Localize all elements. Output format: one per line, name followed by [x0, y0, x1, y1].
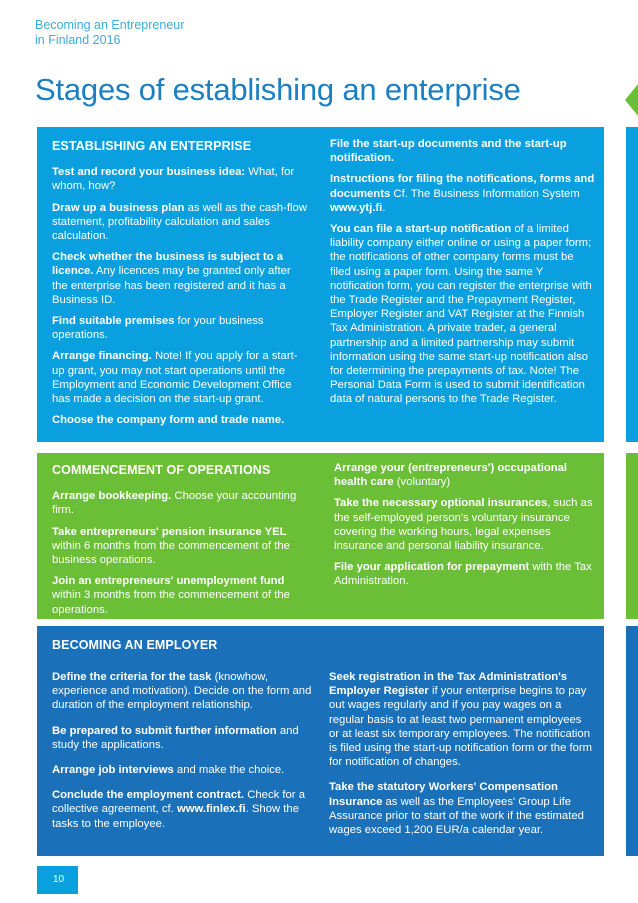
- paragraph: Seek registration in the Tax Administration's Employer Register if your enterprise begins to pay out wages regularly and if you pay wages on a regular basis to at least two permanent employees or at least six temporary employees. The notification is filed using the start-up notification form or the form for notification of changes.: [329, 671, 593, 769]
- paragraph: Arrange job interviews and make the choice.: [52, 764, 285, 777]
- paragraph: Join an entrepreneurs' unemployment fund within 3 months from the commencement of the operations.: [52, 575, 290, 616]
- page-title: Stages of establishing an enterprise: [35, 72, 521, 107]
- paragraph: Test and record your business idea: What, for whom, how?: [52, 166, 295, 193]
- header-line-1: Becoming an Entrepreneur: [35, 18, 185, 32]
- paragraph: Be prepared to submit further information and study the applications.: [52, 724, 299, 751]
- paragraph: File the start-up documents and the start-up notification.: [330, 138, 567, 165]
- commencement-right-column: [334, 461, 599, 596]
- paragraph: Take the statutory Workers' Compensation Insurance as well as the Employees' Group Life Assurance prior to start of the work if the estimated wages exceed 1,200 EUR/a calendar year.: [329, 781, 584, 837]
- paragraph: You can file a start-up notification of a limited liability company either online or using a paper form; the notifications of other company forms must be filed using a paper form. Using the same Y notification form, you can register the enterprise with the Trade Register and the Prepayment Register, Employer Register and VAT Register at the Finnish Tax Administration. A private trader, a general partnership and a limited partnership may submit information using the same start-up notification also for determining the prepayments of tax. Note! The Personal Data Form is used to submit identification data of natural persons to the Trade Register.: [330, 223, 592, 406]
- establishing-right-column: [330, 137, 595, 414]
- header-line-2: in Finland 2016: [35, 33, 121, 47]
- paragraph: Arrange your (entrepreneurs') occupational health care (voluntary): [334, 462, 568, 489]
- paragraph: Define the criteria for the task (knowhow, experience and motivation). Decide on the form and duration of the employment relationship.: [52, 671, 312, 712]
- paragraph: Instructions for filing the notifications, forms and documents Cf. The Business Information System www.ytj.fi.: [330, 173, 595, 214]
- paragraph: Check whether the business is subject to a licence. Any licences may be granted only after the enterprise has been registered and it has a Business ID.: [52, 251, 291, 306]
- employer-section: [37, 626, 604, 856]
- paragraph: Conclude the employment contract. Check for a collective agreement, cf. www.finlex.fi. Show the tasks to the employee.: [52, 789, 305, 830]
- paragraph: File your application for prepayment with the Tax Administration.: [334, 561, 592, 588]
- paragraph: Choose the company form and trade name.: [52, 414, 285, 427]
- paragraph: Find suitable premises for your business operations.: [52, 315, 264, 342]
- establishing-section: [37, 127, 604, 442]
- finlex-link[interactable]: www.finlex.fi: [176, 803, 246, 816]
- paragraph: Arrange bookkeeping. Choose your accounting firm.: [52, 490, 297, 517]
- paragraph: Arrange financing. Note! If you apply for a start-up grant, you may not start operations until the Employment and Economic Development Office has made a decision on the start-up grant.: [52, 350, 298, 406]
- paragraph: Take the necessary optional insurances, such as the self-employed person's voluntary insurance covering the working hours, legal expenses insurance and personal liability insurance.: [334, 497, 593, 553]
- page-number-divider: [78, 866, 81, 894]
- side-decoration: [626, 127, 638, 442]
- corner-decoration: [622, 84, 638, 116]
- ytj-link[interactable]: www.ytj.fi: [330, 201, 383, 214]
- paragraph: Draw up a business plan as well as the cash-flow statement, profitability calculation and sales calculation.: [52, 201, 307, 243]
- commencement-left-column: [52, 463, 308, 624]
- employer-right-column: [329, 670, 594, 848]
- page-number: 10: [37, 866, 80, 894]
- section-heading: ESTABLISHING AN ENTERPRISE: [52, 139, 252, 153]
- side-decoration: [626, 626, 638, 856]
- document-header: [35, 18, 184, 48]
- commencement-section: [37, 453, 604, 619]
- side-decoration: [626, 453, 638, 619]
- section-heading: COMMENCEMENT OF OPERATIONS: [52, 463, 271, 477]
- employer-left-column: [52, 670, 314, 842]
- paragraph: Take entrepreneurs' pension insurance YEL within 6 months from the commencement of the business operations.: [52, 525, 290, 567]
- establishing-left-column: [52, 139, 308, 434]
- section-heading: BECOMING AN EMPLOYER: [52, 638, 218, 652]
